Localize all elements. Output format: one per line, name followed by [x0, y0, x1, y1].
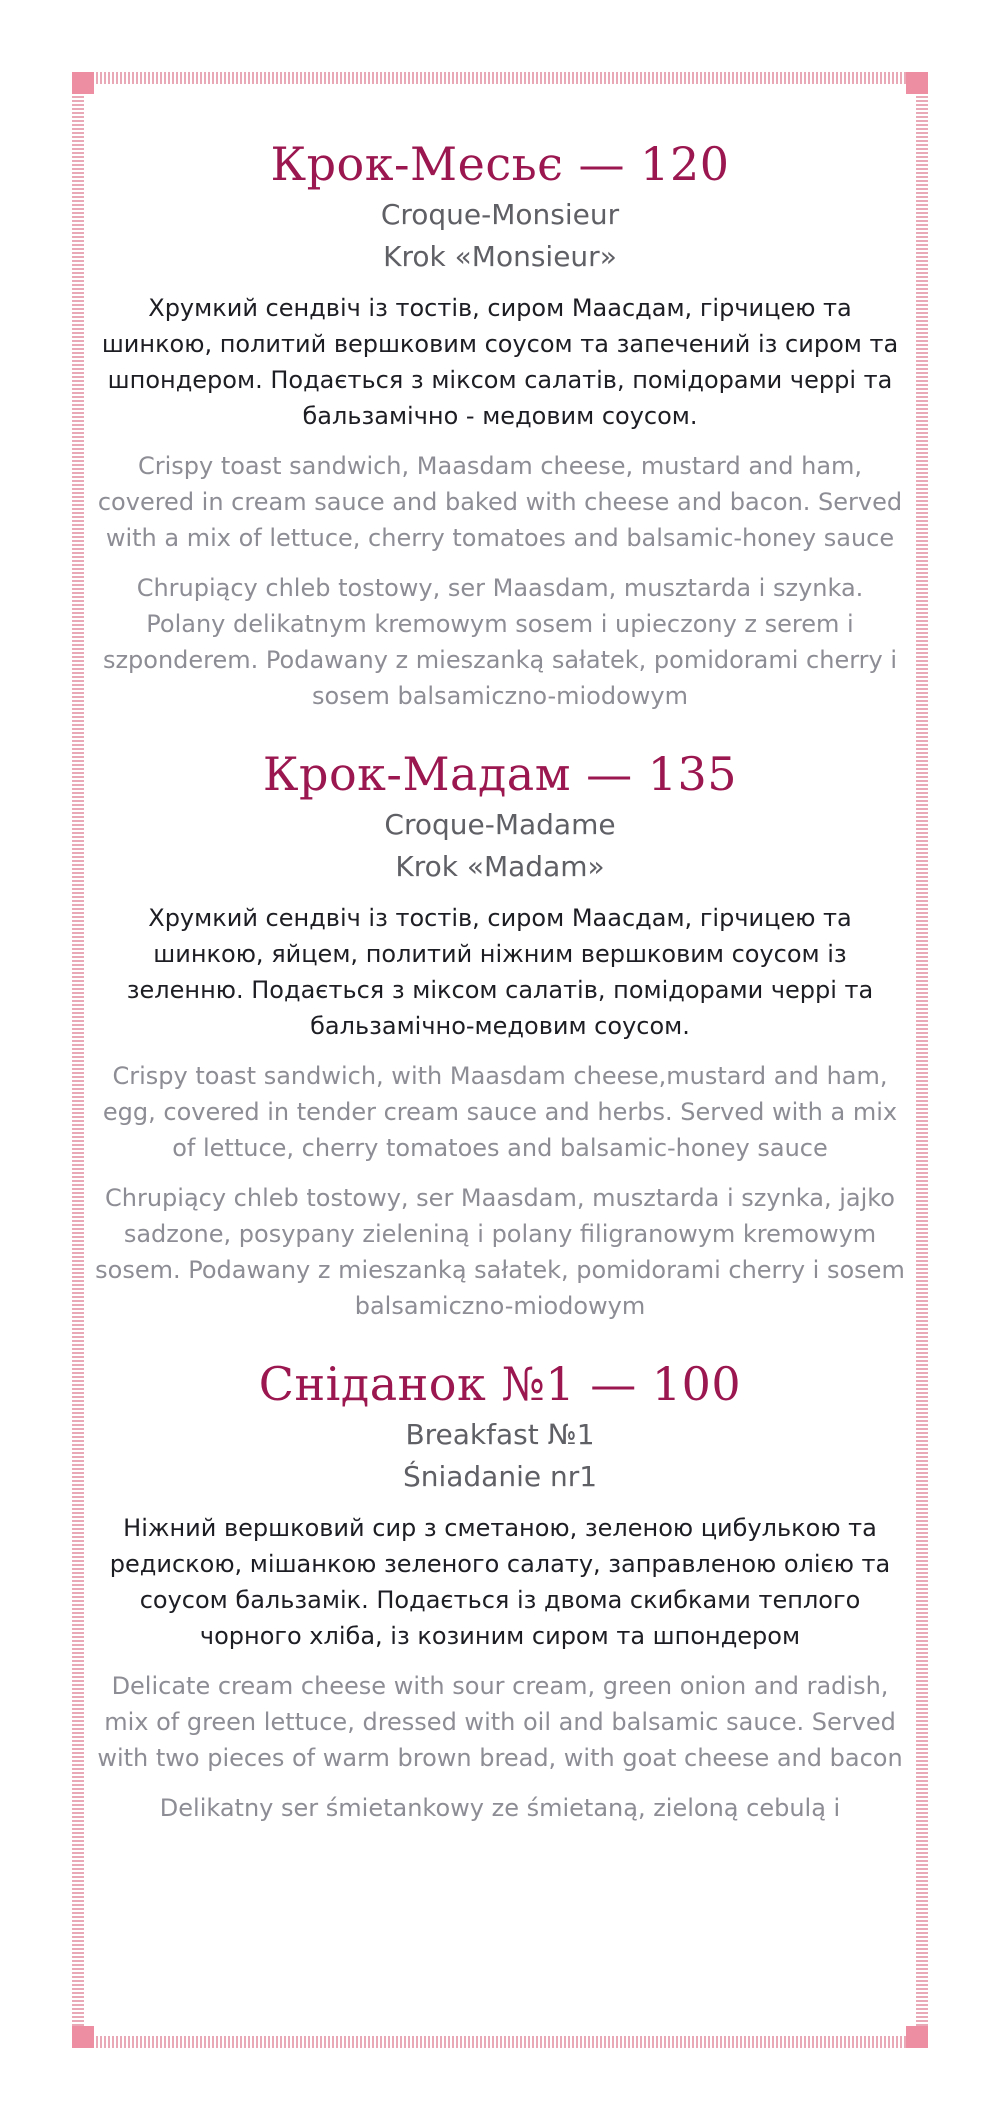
menu-item-description-en: Crispy toast sandwich, with Maasdam cheese,mustard and ham, egg, covered in tender cream sauce and herbs. Served with a mix of lettuce, cherry tomatoes and balsamic-honey sauce: [102, 1062, 898, 1162]
frame-bottom-border: [72, 2036, 928, 2048]
menu-item-name-pl: Krok «Madam»: [395, 850, 605, 883]
menu-item-name-pl: Krok «Monsieur»: [383, 240, 617, 273]
frame-left-border: [72, 72, 84, 2048]
frame-top-border: [72, 72, 928, 84]
menu-item-description-pl: Chrupiący chleb tostowy, ser Maasdam, musztarda i szynka, jajko sadzone, posypany zieleniną i polany filigranowym kremowym sosem. Podawany z mieszanką sałatek, pomidorami cherry i sosem balsamiczno-miodowym: [95, 1184, 905, 1320]
menu-item-croque-monsieur: [95, 138, 905, 714]
menu-item-breakfast-1: [95, 1358, 905, 1826]
frame-corner-bottom-left: [72, 2026, 94, 2048]
frame-corner-top-left: [72, 72, 94, 94]
menu-item-description-en: Crispy toast sandwich, Maasdam cheese, mustard and ham, covered in cream sauce and baked with cheese and bacon. Served with a mix of lettuce, cherry tomatoes and balsamic-honey sauce: [97, 452, 903, 552]
frame-right-border: [916, 72, 928, 2048]
menu-item-description-en: Delicate cream cheese with sour cream, green onion and radish, mix of green lettuce, dressed with oil and balsamic sauce. Served with two pieces of warm brown bread, with goat cheese and bacon: [97, 1672, 903, 1772]
menu-item-title: Крок-Месьє — 120: [270, 137, 730, 191]
menu-item-name-en: Croque-Monsieur: [380, 198, 620, 231]
menu-item-title: Сніданок №1 — 100: [258, 1357, 742, 1411]
menu-item-description-pl: Chrupiący chleb tostowy, ser Maasdam, musztarda i szynka. Polany delikatnym kremowym sosem i upieczony z serem i szponderem. Podawany z mieszanką sałatek, pomidorami cherry i sosem balsamiczno-miodowym: [102, 574, 898, 710]
frame-corner-top-right: [906, 72, 928, 94]
frame-corner-bottom-right: [906, 2026, 928, 2048]
menu-item-description-ua: Хрумкий сендвіч із тостів, сиром Маасдам, гірчицею та шинкою, политий вершковим соусом та запечений із сиром та шпондером. Подається з міксом салатів, помідорами черрі та бальзамічно - медовим соусом.: [101, 294, 899, 430]
menu-item-description-pl: Delikatny ser śmietankowy ze śmietaną, zieloną cebulą i: [159, 1794, 841, 1822]
menu-item-title: Крок-Мадам — 135: [262, 747, 738, 801]
menu-item-name-pl: Śniadanie nr1: [402, 1460, 598, 1493]
menu-item-name-en: Breakfast №1: [405, 1418, 595, 1451]
menu-item-description-ua: Хрумкий сендвіч із тостів, сиром Маасдам, гірчицею та шинкою, яйцем, политий ніжним вершковим соусом із зеленню. Подається з міксом салатів, помідорами черрі та бальзамічно-медовим соусом.: [126, 904, 874, 1040]
menu-item-croque-madame: [95, 748, 905, 1324]
menu-page: [95, 138, 905, 1860]
menu-item-name-en: Croque-Madame: [384, 808, 616, 841]
menu-item-description-ua: Ніжний вершковий сир з сметаною, зеленою цибулькою та редискою, мішанкою зеленого салату, заправленою олією та соусом бальзамік. Подається із двома скибками теплого чорного хліба, із козиним сиром та шпондером: [109, 1514, 891, 1650]
